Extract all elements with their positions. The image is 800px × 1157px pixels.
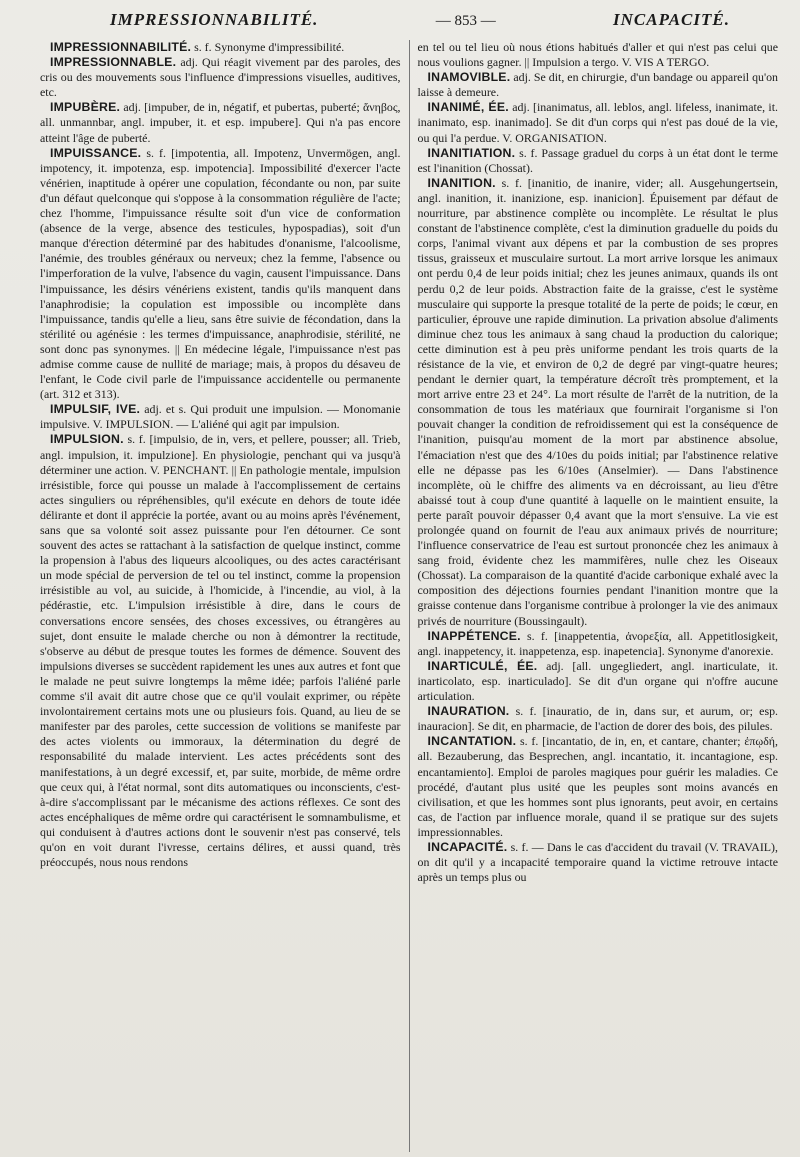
headword: IMPRESSIONNABLE. — [50, 55, 177, 70]
running-header — [40, 10, 778, 40]
definition: en tel ou tel lieu où nous étions habitués d'aller et qui n'est pas celui que nous voulions gagner. || Impulsion a tergo. V. VIS A TERGO. — [417, 40, 778, 70]
definition: s. f. [impotentia, all. Impotenz, Unvermögen, angl. impotency, it. impotenza, esp. impotencia]. Impossibilité d'exercer l'acte vénérien, inaptitude à opérer une copulation, fécondante ou non, par suite d'un défaut quelconque qui s'oppose à la consommation régulière de l'acte; chez l'homme, l'impuissance résulte soit d'un vice de conformation (absence de la verge, absence des testicules, hypospadias), soit d'un manque d'érection déterminé par des habitudes d'onanisme, l'alcoolisme, l'anémie, des troubles généraux ou nerveux; chez la femme, l'absence ou l'imperforation de la vulve, l'absence du vagin, causent l'impuissance. Dans l'impuissance, les désirs vénériens existent, tandis qu'ils manquent dans l'anaphrodisie; la copulation est impossible ou incomplète dans l'impuissance, tandis qu'elle a lieu, sans être suivie de fécondation, dans la stérilité ou agénésie : les termes d'impuissance, anaphrodisie, stérilité, ne sont donc pas synonymes. || En médecine légale, l'impuissance n'est pas admise comme cause de nullité de mariage; mais, à propos du désaveu de l'enfant, le Code civil parle de l'impuissance accidentelle ou permanente (art. 312 et 313). — [40, 145, 401, 402]
right-column — [409, 40, 779, 1152]
definition: adj. [all. ungegliedert, angl. inarticulate, it. inarticolato, esp. inarticulado]. Se dit d'un organe qui n'offre aucune articulation. — [417, 658, 778, 704]
entry — [418, 70, 779, 100]
entry — [418, 704, 779, 734]
definition: s. f. [incantatio, de in, en, et cantare, chanter; ἐπῳδή, all. Bezauberung, das Besprechen, angl. incantatio, it. incantagione, esp. encantamiento]. Emploi de paroles magiques pour guérir les maladies. Ce procédé, d'autant plus usité que les peuples sont moins avancés en civilisation, et que les hommes sont plus ignorants, peut avoir, en certains cas, de l'action par influence morale, quand il se pratique sur des sujets impressionnables. — [417, 734, 778, 839]
entry — [40, 146, 401, 403]
entry — [418, 100, 779, 145]
headword: INANITION. — [427, 175, 496, 190]
header-right-word: INCAPACITÉ. — [613, 10, 730, 29]
definition: adj. [inanimatus, all. leblos, angl. lifeless, inanimate, it. inanimato, esp. inanimado]. Se dit d'un corps qui n'est pas doué de la vie, ou qui l'a perdue. V. ORGANISATION. — [417, 100, 778, 145]
definition: s. f. [impulsio, de in, vers, et pellere, pousser; all. Trieb, angl. impulsion, it. impulzione]. En physiologie, penchant qui va jusqu'à déterminer une action. V. PENCHANT. || En pathologie mentale, impulsion irrésistible, force qui pousse un malade à l'accomplissement de certains actes singuliers ou répréhensibles, qu'il exécute en dehors de toute idée délirante et dont il apprécie la portée, avant ou au moins après l'événement, sans que sa volonté soit assez puissante pour l'en détourner. Ce sont souvent des actes se rattachant à la satisfaction de quelque instinct, comme la propension à l'abus des liqueurs alcooliques, ou des actes caractérisant un mode spécial de perversion de tel ou tel instinct, comme la propension irrésistible au vol, au suicide, à l'homicide, à l'incendie, au viol, à la pédérastie, etc. L'impulsion irrésistible à dire, dans le cours de conversations encore sensées, des choses excessives, ou étrangères au sujet, dont ensuite le malade cherche ou non à démontrer la rectitude, s'observe au début de presque toutes les formes de démence. Souvent des impulsions diverses se succèdent rapidement les unes aux autres et font que le malade ne peut suivre longtemps la même idée; parfois l'aliéné parle comme s'il avait dit autre chose que ce qu'il voulait exprimer, ou répète involontairement certains mots une ou plusieurs fois. Quand, au lieu de se manifester par des paroles, cette succession de volitions se manifeste par des actes violents ou immoraux, la détermination du degré de responsabilité du malade intervient. Les actes précédents sont des manifestations, à un degré excessif, et, par suite, morbide, de même ordre que ceux qui, à l'état normal, sont dits automatiques ou inconscients, c'est-à-dire s'accomplissant par le mécanisme des actions réflexes. Ce sont des actes encéphaliques de même ordre qui caractérisent le somnambulisme, et qui conduisent à d'autres actions dont le souvenir n'est pas conservé, tels qu'on en voit durant l'ivresse, certains délires, et aussi quand, très préoccupés, nous nous rendons — [40, 432, 401, 870]
headword: INARTICULÉ, ÉE. — [427, 658, 538, 673]
headword: INAURATION. — [427, 704, 510, 719]
definition: s. f. Synonyme d'impressibilité. — [191, 40, 345, 54]
definition: s. f. [inanitio, de inanire, vider; all. Ausgehungertsein, angl. inanition, it. inanizione, esp. inanicion]. Épuisement par défaut de nourriture, par abstinence complète ou incomplète. Le résultat le plus constant de l'abstinence complète, c'est la diminution graduelle du poids du corps, l'animal vivant aux dépens et par la combustion de ses propres tissus, graisseux et musculaire surtout. La mort arrive lorsque les animaux ont perdu 0,4 de leur poids initial; chez les jeunes animaux, quands ils ont perdu 0,2 de leur poids. Abstraction faite de la graisse, c'est le système musculaire qui supporte la presque totalité de la perte de poids; le cœur, en particulier, éprouve une rapide diminution. La privation absolue d'aliments diminue chez tous les animaux à sang chaud la production du calorique; cette diminution est à peu près uniforme pendant les trois quarts de la résistance de la vie, et environ de 0,2 de degré par vingt-quatre heures; pendant le dernier quart, la température décroît très promptement, et la mort arrive entre 23 et 24°. La mort résulte de l'arrêt de la nutrition, de la consommation de tous les matériaux que fournirait l'organisme si l'on pouvait changer la condition de refroidissement qui est la conséquence de l'inanition, puisqu'au moment de la mort par abstinence absolue, l'émaciation n'est que des 4/10es du poids initial; par l'abstinence relative elle ne dépasse pas les 6/10es (Anselmier). — Dans l'abstinence incomplète, où le chiffre des aliments va en décroissant, au lieu d'être abaissé tout à coup d'une quantité à laquelle on le maintient ensuite, la perte paraît pouvoir dépasser 0,4 avant que la mort s'ensuive. La vie est prolongée quand on fournit de l'eau aux animaux privés de nourriture; l'influence conservatrice de l'eau est surtout prononcée chez les animaux à sang froid, évidente chez les mammifères, nulle chez les Oiseaux (Chossat). La comparaison de la quantité d'acide carbonique exhalé avec la composition des déjections fournies pendant l'inanition montre que la graisse contenue dans l'organisme contribue à prolonger la vie des animaux privés de nourriture (Boussingault). — [417, 175, 778, 628]
entry — [418, 146, 779, 176]
entry — [418, 659, 779, 704]
headword: INAMOVIBLE. — [427, 70, 511, 85]
left-column — [40, 40, 409, 1152]
entry — [418, 734, 779, 840]
headword: IMPUBÈRE. — [50, 100, 121, 115]
entry — [40, 402, 401, 432]
entry — [40, 432, 401, 870]
definition: adj. et s. Qui produit une impulsion. — Monomanie impulsive. V. IMPULSION. — L'aliéné qui agit par impulsion. — [40, 402, 401, 432]
definition: adj. Qui réagit vivement par des paroles, des cris ou des mouvements sous l'influence d'impressions visuelles, auditives, etc. — [40, 55, 401, 100]
definition: s. f. — Dans le cas d'accident du travail (V. TRAVAIL), on dit qu'il y a incapacité temporaire quand la victime retrouve intacte après un temps plus ou — [417, 839, 778, 885]
text-columns — [40, 40, 778, 1152]
entry — [418, 629, 779, 659]
headword: IMPUISSANCE. — [50, 145, 142, 160]
entry — [40, 40, 401, 55]
definition: s. f. Passage graduel du corps à un état dont le terme est l'inanition (Chossat). — [417, 145, 778, 175]
headword: INCANTATION. — [427, 734, 517, 749]
headword: INANITIATION. — [427, 145, 516, 160]
headword: IMPULSION. — [50, 432, 124, 447]
headword: IMPRESSIONNABILITÉ. — [50, 40, 192, 54]
page-number: — 853 — — [435, 13, 496, 29]
entry — [418, 840, 779, 885]
entry-continuation — [418, 40, 779, 70]
definition: s. f. [inappetentia, ἀνορεξία, all. Appetitlosigkeit, angl. inappetency, it. inappetenza, esp. inapetencia]. Synonyme d'anorexie. — [417, 628, 778, 658]
header-left-word: IMPRESSIONNABILITÉ. — [110, 10, 319, 29]
headword: INCAPACITÉ. — [427, 839, 508, 854]
headword: INAPPÉTENCE. — [427, 628, 521, 643]
entry — [40, 55, 401, 100]
headword: IMPULSIF, IVE. — [50, 402, 141, 417]
definition: adj. Se dit, en chirurgie, d'un bandage ou appareil qu'on laisse à demeure. — [417, 70, 778, 100]
entry — [418, 176, 779, 629]
headword: INANIMÉ, ÉE. — [427, 100, 509, 115]
entry — [40, 100, 401, 145]
definition: s. f. [inauratio, de in, dans sur, et aurum, or; esp. inauracion]. Se dit, en pharmacie, de l'action de dorer des bois, des pilules. — [417, 704, 778, 734]
definition: adj. [impuber, de in, négatif, et pubertas, puberté; ἄνηβος, all. unmannbar, angl. impuber, it. et esp. impubere]. Qui n'a pas encore atteint l'âge de puberté. — [40, 100, 401, 145]
